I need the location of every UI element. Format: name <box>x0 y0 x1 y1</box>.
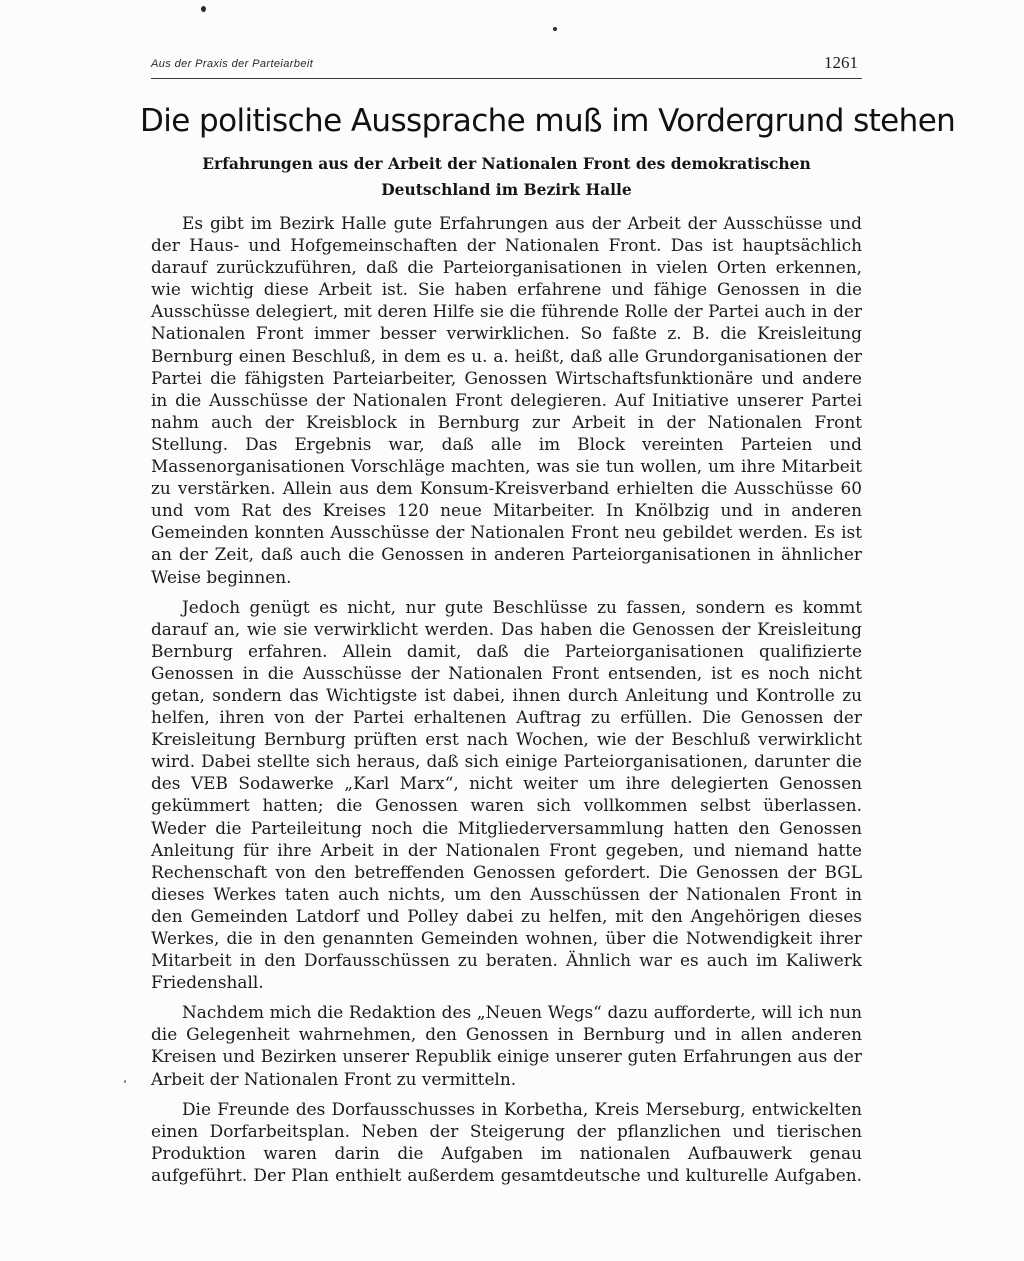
print-speck <box>553 27 557 31</box>
body-paragraph: Jedoch genügt es nicht, nur gute Beschlüsse zu fassen, sondern es kommt darauf an, wie sie verwirklicht werden. Das haben die Genossen der Kreisleitung Bernburg erfahren. Allein damit, daß die Parteiorganisationen qualifizierte Genossen in die Ausschüsse der Nationalen Front entsenden, ist es noch nicht getan, sondern das Wichtigste ist dabei, ihnen durch Anleitung und Kontrolle zu helfen, ihren von der Partei erhaltenen Auftrag zu erfüllen. Die Genossen der Kreisleitung Bernburg prüften erst nach Wochen, wie der Beschluß verwirklicht wird. Dabei stellte sich heraus, daß sich einige Parteiorganisationen, darunter die des VEB Sodawerke „Karl Marx“, nicht weiter um ihre delegierten Genossen gekümmert hatten; die Genossen waren sich vollkommen selbst überlassen. Weder die Parteileitung noch die Mitgliederversammlung hatten den Genossen Anleitung für ihre Arbeit in der Nationalen Front gegeben, und niemand hatte Rechenschaft von den betreffenden Genossen gefordert. Die Genossen der BGL dieses Werkes taten auch nichts, um den Ausschüssen der Nationalen Front in den Gemeinden Latdorf und Polley dabei zu helfen, mit den Angehörigen dieses Werkes, die in den genannten Gemeinden wohnen, über die Notwendigkeit ihrer Mitarbeit in den Dorfausschüssen zu beraten. Ähnlich war es auch im Kaliwerk Friedenshall. <box>151 596 862 993</box>
print-speck <box>201 6 206 12</box>
section-title: Aus der Praxis der Parteiarbeit <box>151 58 314 70</box>
body-paragraph: Nachdem mich die Redaktion des „Neuen Wegs“ dazu aufforderte, will ich nun die Gelegenheit wahrnehmen, den Genossen in Bernburg und in allen anderen Kreisen und Bezirken unserer Republik einige unserer guten Erfahrungen aus der Arbeit der Nationalen Front zu vermitteln. <box>151 1002 862 1089</box>
body-paragraph: Die Freunde des Dorfausschusses in Korbetha, Kreis Merseburg, entwickelten einen Dorfarbeitsplan. Neben der Steigerung der pflanzlichen und tierischen Produktion waren darin die Aufgaben im nationalen Aufbauwerk genau aufgeführt. Der Plan enthielt außerdem gesamtdeutsche und kulturelle Aufgaben. <box>151 1098 862 1185</box>
article-subtitle: Erfahrungen aus der Arbeit der Nationalen Front des demokratischen Deutschland im Bezirk Halle <box>202 154 811 199</box>
article-title: Die politische Aussprache muß im Vordergrund stehen <box>140 103 956 139</box>
running-head <box>151 52 862 79</box>
print-speck <box>124 1080 126 1083</box>
article-body <box>151 212 862 1194</box>
page-number: 1261 <box>824 53 858 72</box>
body-paragraph: Es gibt im Bezirk Halle gute Erfahrungen aus der Arbeit der Ausschüsse und der Haus- und Hofgemeinschaften der Nationalen Front. Das ist hauptsächlich darauf zurückzuführen, daß die Parteiorganisationen in vielen Orten erkennen, wie wichtig diese Arbeit ist. Sie haben erfahrene und fähige Genossen in die Ausschüsse delegiert, mit deren Hilfe sie die führende Rolle der Partei auch in der Nationalen Front immer besser verwirklichen. So faßte z. B. die Kreisleitung Bernburg einen Beschluß, in dem es u. a. heißt, daß alle Grundorganisationen der Partei die fähigsten Parteiarbeiter, Genossen Wirtschaftsfunktionäre und andere in die Ausschüsse der Nationalen Front delegieren. Auf Initiative unserer Partei nahm auch der Kreisblock in Bernburg zur Arbeit in der Nationalen Front Stellung. Das Ergebnis war, daß alle im Block vereinten Parteien und Massenorganisationen Vorschläge machten, was sie tun wollen, um ihre Mitarbeit zu verstärken. Allein aus dem Konsum-Kreisverband erhielten die Ausschüsse 60 und vom Rat des Kreises 120 neue Mitarbeiter. In Knölbzig und in anderen Gemeinden konnten Ausschüsse der Nationalen Front neu gebildet werden. Es ist an der Zeit, daß auch die Genossen in anderen Parteiorganisationen in ähnlicher Weise beginnen. <box>151 213 862 587</box>
